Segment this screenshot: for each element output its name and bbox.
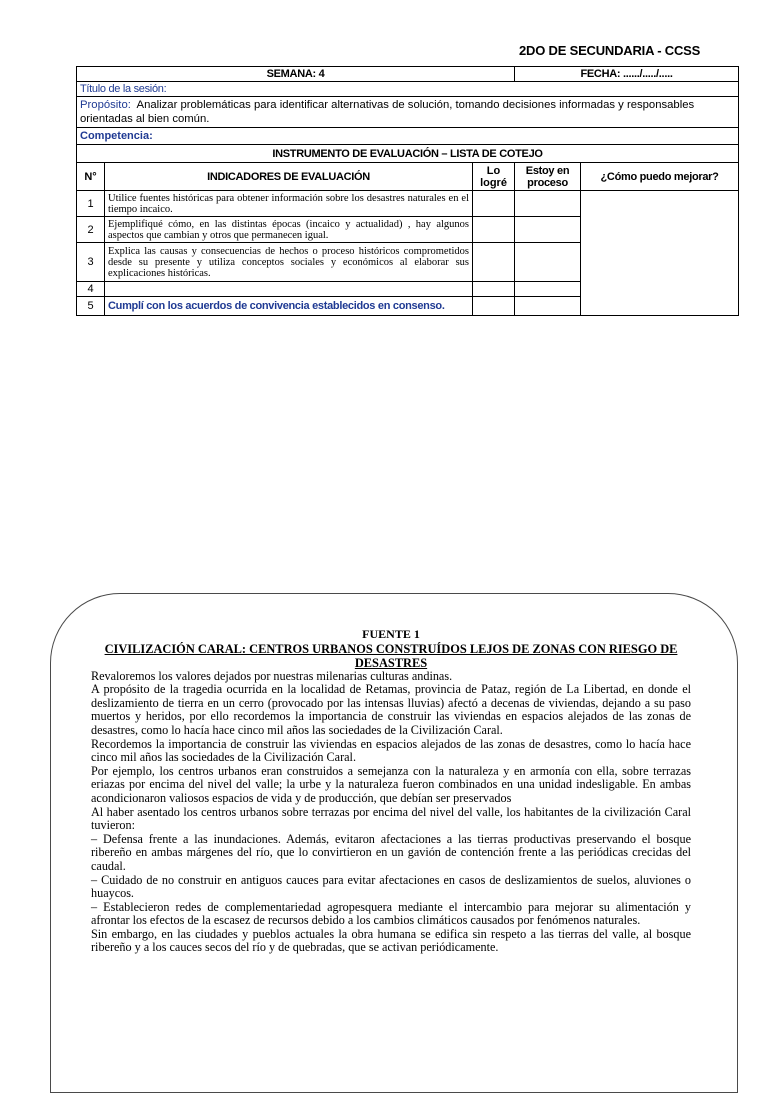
competence-label: Competencia: [77,128,739,145]
indicator-text: Ejemplifiqué cómo, en las distintas épocas (incaico y actualidad) , hay algunos aspectos que cambian y otros que permanecen igual. [105,217,473,243]
row-number: 5 [77,297,105,316]
week-cell: SEMANA: 4 [77,67,515,82]
indicator-text: Cumplí con los acuerdos de convivencia establecidos en consenso. [105,297,473,316]
in-process-check-cell[interactable] [515,282,581,297]
purpose-label: Propósito: [80,99,131,111]
purpose-text: Analizar problemáticas para identificar alternativas de solución, tomando decisiones informadas y responsables orientadas al bien común. [80,99,695,125]
improve-cell[interactable] [581,191,739,316]
purpose-cell [77,97,739,128]
achieved-check-cell[interactable] [473,243,515,282]
row-number: 2 [77,217,105,243]
source-paragraph: Por ejemplo, los centros urbanos eran construidos a semejanza con la naturaleza y en armonía con ella, sobre terrazas eriazas por encima del nivel del valle; la urbe y la naturaleza fueron combinados en una unidad indesligable. En ambas acondicionaron valiosos espacios de vida y de producción, que debían ser preservados [91,763,691,805]
col-improve-header: ¿Cómo puedo mejorar? [581,163,739,191]
source-label: FUENTE 1 [362,627,420,641]
instrument-title: INSTRUMENTO DE EVALUACIÓN – LISTA DE COTEJO [77,145,739,163]
achieved-check-cell[interactable] [473,191,515,217]
evaluation-table [76,66,739,316]
source-paragraph: Al haber asentado los centros urbanos sobre terrazas por encima del nivel del valle, los habitantes de la civilización Caral tuvieron: [91,804,691,833]
in-process-check-cell[interactable] [515,191,581,217]
indicator-text: Utilice fuentes históricas para obtener información sobre los desastres naturales en el tiempo incaico. [105,191,473,217]
row-number: 3 [77,243,105,282]
row-number: 1 [77,191,105,217]
source-paragraph: Sin embargo, en las ciudades y pueblos actuales la obra humana se edifica sin respeto a las tierras del valle, al bosque ribereño y a los cauces secos del río y de quebradas, que se activan periódicamente. [91,926,691,955]
col-number-header: N° [77,163,105,191]
session-title-label: Título de la sesión: [77,82,739,97]
instrument-title-row [77,145,739,163]
column-header-row [77,163,739,191]
week-date-row [77,67,739,82]
col-in-process-header: Estoy en proceso [515,163,581,191]
achieved-check-cell[interactable] [473,297,515,316]
date-cell: FECHA: ....../...../..... [515,67,739,82]
in-process-check-cell[interactable] [515,243,581,282]
source-paragraph: – Establecieron redes de complementariedad agropesquera mediante el intercambio para mejorar su alimentación y afrontar los efectos de la escasez de recursos debido a los cambios climáticos causados por fenómenos naturales. [91,899,691,928]
col-achieved-header: Lo logré [473,163,515,191]
source-paragraph: Recordemos la importancia de construir las viviendas en espacios alejados de las zonas de desastres, como lo hacía hace cinco mil años las sociedades de la Civilización Caral. [91,736,691,765]
session-title-row [77,82,739,97]
source-paragraph: – Cuidado de no construir en antiguos cauces para evitar afectaciones en casos de deslizamientos de suelos, aluviones o huaycos. [91,872,691,901]
source-content [91,628,691,955]
source-paragraph: – Defensa frente a las inundaciones. Además, evitaron afectaciones a las tierras productivas preservando el bosque ribereño en ambas márgenes del río, que lo convirtieron en un gavión de contención frente a las periódicas crecidas del caudal. [91,831,691,873]
row-number: 4 [77,282,105,297]
in-process-check-cell[interactable] [515,217,581,243]
source-heading: CIVILIZACIÓN CARAL: CENTROS URBANOS CONSTRUÍDOS LEJOS DE ZONAS CON RIESGO DE DESASTRES [104,641,678,670]
page-header-title: 2DO DE SECUNDARIA - CCSS [519,43,701,58]
source-paragraph: Revaloremos los valores dejados por nuestras milenarias culturas andinas. [91,668,453,683]
achieved-check-cell[interactable] [473,217,515,243]
indicator-row-1 [77,191,739,217]
achieved-check-cell[interactable] [473,282,515,297]
in-process-check-cell[interactable] [515,297,581,316]
col-indicators-header: INDICADORES DE EVALUACIÓN [105,163,473,191]
source-paragraph: A propósito de la tragedia ocurrida en la localidad de Retamas, provincia de Pataz, región de La Libertad, en donde el deslizamiento de tierra en un cerro (provocado por las intensas lluvias) afectó a decenas de viviendas, dejando a su paso muertos y heridos, por ello recordemos la importancia de construir las viviendas en espacios alejados de las zonas de desastres, como lo hacía hace cinco mil años las sociedades de la Civilización Caral. [91,682,691,737]
purpose-row [77,97,739,128]
competence-row [77,128,739,145]
indicator-text: Explica las causas y consecuencias de hechos o proceso históricos comprometidos desde su presente y utiliza conceptos sociales y económicos al elaborar sus explicaciones históricas. [105,243,473,282]
indicator-text [105,282,473,297]
